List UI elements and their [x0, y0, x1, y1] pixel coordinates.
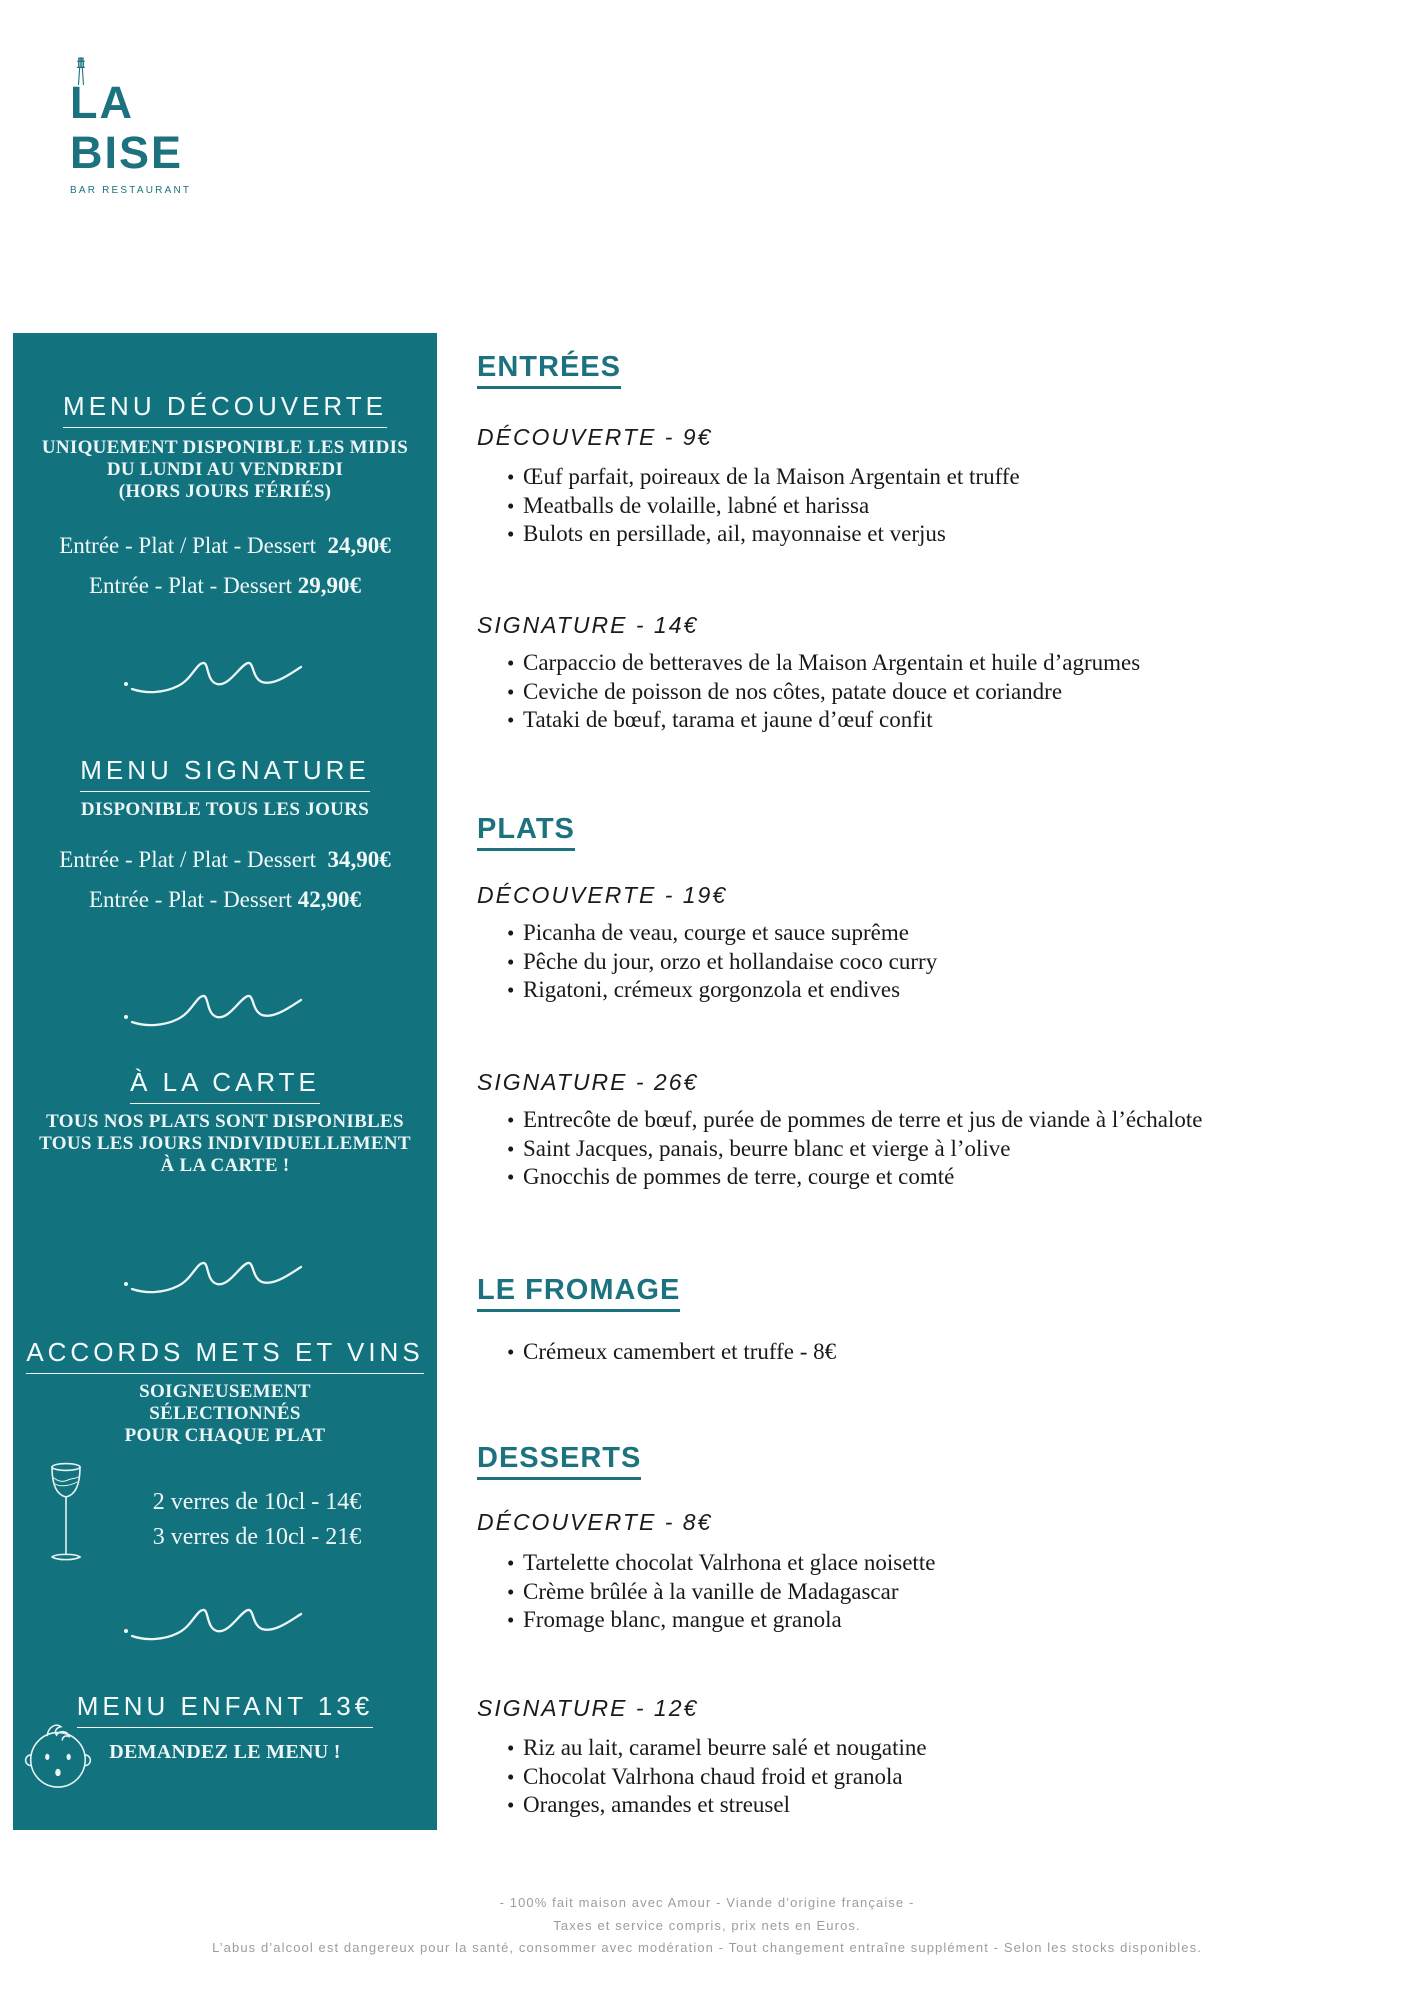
menu-item: • Chocolat Valrhona chaud froid et granola	[477, 1763, 927, 1792]
menu-decouverte-note	[13, 437, 437, 503]
price-label: Entrée - Plat - Dessert	[88, 573, 293, 598]
note-line: POUR CHAQUE PLAT	[124, 1425, 326, 1446]
footer-line: Taxes et service compris, prix nets en Euros.	[553, 1917, 861, 1933]
menu-item: • Meatballs de volaille, labné et harissa	[477, 492, 1020, 521]
accords-note	[13, 1381, 437, 1447]
group-heading-plats-signature: SIGNATURE - 26€	[477, 1069, 699, 1095]
section-title-entrees	[477, 350, 621, 384]
menu-item: • Entrecôte de bœuf, purée de pommes de terre et jus de viande à l’échalote	[477, 1106, 1202, 1135]
price-label: Entrée - Plat / Plat - Dessert	[59, 847, 316, 872]
menu-enfant-title-text: MENU ENFANT 13€	[77, 1691, 373, 1728]
group-heading-entrees-decouverte: DÉCOUVERTE - 9€	[477, 424, 713, 450]
menu-content	[477, 0, 1390, 2000]
a-la-carte-title-text: À LA CARTE	[130, 1067, 320, 1104]
price-line	[13, 531, 437, 561]
section-title-desserts	[477, 1441, 641, 1475]
a-la-carte-title	[13, 1067, 437, 1098]
menu-item: • Tataki de bœuf, tarama et jaune d’œuf confit	[477, 706, 1140, 735]
price-label: Entrée - Plat / Plat - Dessert	[59, 533, 316, 558]
menu-item: • Rigatoni, crémeux gorgonzola et endives	[477, 976, 937, 1005]
footer-line: L’abus d’alcool est dangereux pour la santé, consommer avec modération - Tout changement entraîne supplément - Selon les stocks disponibles.	[212, 1940, 1202, 1955]
wine-price-line: 3 verres de 10cl - 21€	[152, 1524, 362, 1550]
item-list-desserts-decouverte	[477, 1549, 935, 1635]
menu-signature-note	[13, 799, 437, 821]
price-line	[13, 845, 437, 875]
menu-item: • Fromage blanc, mangue et granola	[477, 1606, 935, 1635]
item-list-plats-signature	[477, 1106, 1202, 1192]
note-line: UNIQUEMENT DISPONIBLE LES MIDIS	[41, 437, 409, 458]
item-list-desserts-signature	[477, 1734, 927, 1820]
section-title-fromage	[477, 1273, 680, 1307]
group-heading-entrees-signature: SIGNATURE - 14€	[477, 612, 699, 638]
note-line: SÉLECTIONNÉS	[149, 1403, 301, 1424]
menu-decouverte-title	[13, 391, 437, 422]
menu-signature-title-text: MENU SIGNATURE	[80, 755, 370, 792]
section-title-text: LE FROMAGE	[477, 1274, 680, 1312]
brand-logo	[70, 78, 191, 196]
group-heading-plats-decouverte: DÉCOUVERTE - 19€	[477, 882, 728, 908]
price-value: 42,90€	[297, 887, 362, 912]
wave-divider-icon	[116, 1248, 334, 1300]
menu-item: • Saint Jacques, panais, beurre blanc et vierge à l’olive	[477, 1135, 1202, 1164]
menu-item: • Bulots en persillade, ail, mayonnaise et verjus	[477, 520, 1020, 549]
menu-decouverte-title-text: MENU DÉCOUVERTE	[63, 391, 387, 428]
note-line: DEMANDEZ LE MENU !	[109, 1741, 341, 1763]
menu-item: • Pêche du jour, orzo et hollandaise coco curry	[477, 948, 937, 977]
menu-item: • Picanha de veau, courge et sauce suprême	[477, 919, 937, 948]
wine-glass-icon	[43, 1461, 89, 1569]
note-line: TOUS NOS PLATS SONT DISPONIBLES	[46, 1111, 404, 1132]
footer-notes	[0, 1892, 1414, 1960]
group-heading-desserts-signature: SIGNATURE - 12€	[477, 1695, 699, 1721]
wave-divider-icon	[116, 1595, 334, 1647]
menu-item: • Gnocchis de pommes de terre, courge et comté	[477, 1163, 1202, 1192]
section-title-text: DESSERTS	[477, 1442, 641, 1480]
menu-item: • Œuf parfait, poireaux de la Maison Argentain et truffe	[477, 463, 1020, 492]
footer-line: - 100% fait maison avec Amour - Viande d’origine française -	[499, 1895, 915, 1910]
accords-title-text: ACCORDS METS ET VINS	[26, 1337, 423, 1374]
brand-name-line1: LA	[70, 77, 134, 128]
price-value: 24,90€	[327, 533, 391, 558]
menu-item: • Oranges, amandes et streusel	[477, 1791, 927, 1820]
menu-item: • Carpaccio de betteraves de la Maison Argentain et huile d’agrumes	[477, 649, 1140, 678]
a-la-carte-note	[13, 1111, 437, 1177]
menu-item: • Tartelette chocolat Valrhona et glace noisette	[477, 1549, 935, 1578]
brand-tagline: BAR RESTAURANT	[70, 185, 192, 196]
section-title-plats	[477, 812, 575, 846]
menu-enfant-note	[13, 1741, 437, 1763]
item-list-fromage	[477, 1338, 836, 1367]
note-line: DU LUNDI AU VENDREDI	[106, 459, 344, 480]
menu-item: • Crème brûlée à la vanille de Madagascar	[477, 1578, 935, 1607]
accords-title	[13, 1337, 437, 1368]
price-line	[13, 571, 437, 601]
wine-pairing-prices	[85, 1485, 429, 1555]
group-heading-desserts-decouverte: DÉCOUVERTE - 8€	[477, 1509, 713, 1535]
wave-divider-icon	[116, 981, 334, 1033]
sidebar-menus-panel	[13, 333, 437, 1830]
item-list-entrees-signature	[477, 649, 1140, 735]
lighthouse-icon	[71, 55, 91, 85]
note-line: À LA CARTE !	[160, 1155, 290, 1176]
menu-item: • Crémeux camembert et truffe - 8€	[477, 1338, 836, 1367]
price-value: 34,90€	[327, 847, 391, 872]
price-label: Entrée - Plat - Dessert	[88, 887, 293, 912]
item-list-plats-decouverte	[477, 919, 937, 1005]
price-line	[13, 885, 437, 915]
wave-divider-icon	[116, 648, 334, 700]
note-line: SOIGNEUSEMENT	[139, 1381, 311, 1402]
menu-item: • Ceviche de poisson de nos côtes, patate douce et coriandre	[477, 678, 1140, 707]
wine-price-line: 2 verres de 10cl - 14€	[152, 1489, 362, 1515]
price-value: 29,90€	[297, 573, 362, 598]
note-line: TOUS LES JOURS INDIVIDUELLEMENT	[39, 1133, 411, 1154]
note-line: DISPONIBLE TOUS LES JOURS	[80, 799, 370, 820]
item-list-entrees-decouverte	[477, 463, 1020, 549]
section-title-text: PLATS	[477, 813, 575, 851]
menu-signature-title	[13, 755, 437, 786]
section-title-text: ENTRÉES	[477, 351, 621, 389]
menu-item: • Riz au lait, caramel beurre salé et nougatine	[477, 1734, 927, 1763]
note-line: (HORS JOURS FÉRIÉS)	[118, 481, 332, 502]
brand-name-line2: BISE	[70, 127, 184, 178]
